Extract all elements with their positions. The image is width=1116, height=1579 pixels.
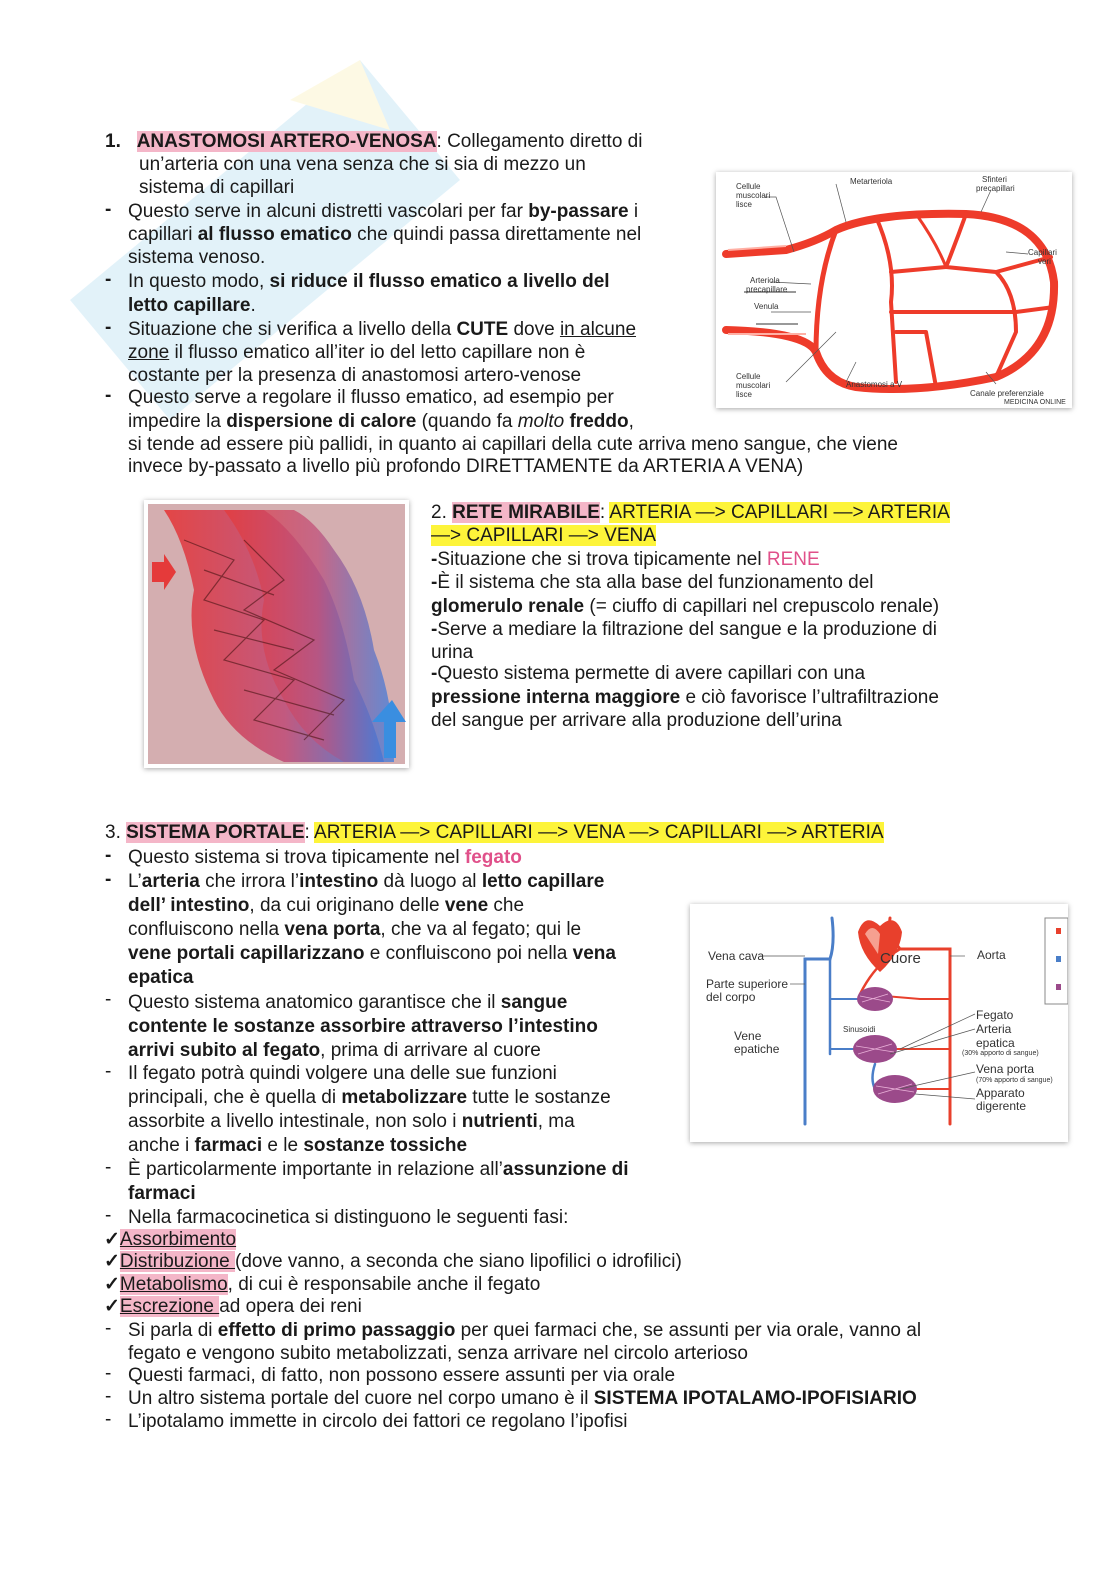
bullet-3-7: Si parla di effetto di primo passaggio per quei farmaci che, se assunti per via orale, vanno al	[128, 1320, 922, 1341]
bullet-3-4b: principali, che è quella di metabolizzare tutte le sostanze	[128, 1087, 611, 1108]
bullet-dash: -	[105, 869, 112, 890]
bullet-dash: -	[105, 269, 112, 290]
bullet-3-8: Questi farmaci, di fatto, non possono essere assunti per via orale	[128, 1365, 676, 1386]
check-item-3: ✓Metabolismo, di cui è responsabile anche il fegato	[104, 1274, 541, 1295]
text-line: un’arteria con una vena senza che si sia di mezzo un	[139, 154, 586, 175]
figure-label: Sinusoidi	[843, 1025, 876, 1034]
bullet-1-2: In questo modo, si riduce il flusso ematico a livello del	[128, 271, 610, 292]
check-icon: ✓	[104, 1296, 120, 1317]
bullet-3-2: L’arteria che irrora l’intestino dà luogo al letto capillare	[128, 871, 605, 892]
bullet-3-3: Questo sistema anatomico garantisce che il sangue	[128, 992, 568, 1013]
figure-label: Cuore	[880, 950, 921, 967]
text-line: Questo serve a regolare il flusso ematico, ad esempio per	[128, 387, 614, 408]
figure-label: epatiche	[734, 1042, 780, 1056]
figure-label: Sfinteri	[982, 175, 1007, 184]
section2-line-4: -Serve a mediare la filtrazione del sangue e la produzione di	[431, 619, 937, 640]
check-icon: ✓	[104, 1229, 120, 1250]
check-icon: ✓	[104, 1274, 120, 1295]
figure-label: muscolari	[736, 191, 771, 200]
bullet-dash: -	[105, 1061, 112, 1082]
section2-line-6: -Questo sistema permette di avere capillari con una	[431, 663, 866, 684]
text-line: fegato e vengono subito metabolizzati, senza arrivare nel circolo arterioso	[128, 1343, 748, 1364]
figure-label: epatica	[976, 1036, 1015, 1050]
bullet-3-3c: arrivi subito al fegato, prima di arrivare al cuore	[128, 1040, 541, 1061]
section2-heading: 2. RETE MIRABILE: ARTERIA —> CAPILLARI —> ARTERIA	[431, 502, 950, 523]
bullet-3-1: Questo sistema si trova tipicamente nel fegato	[128, 847, 522, 868]
bullet-3-4d: anche i farmaci e le sostanze tossiche	[128, 1135, 468, 1156]
figure-label: digerente	[976, 1099, 1027, 1113]
check-item-1: ✓Assorbimento	[104, 1229, 237, 1250]
bullet-1-2b: letto capillare.	[128, 295, 256, 316]
figure-label: Arteria	[976, 1022, 1012, 1036]
figure-label: Aorta	[977, 948, 1006, 962]
check-item-2: ✓Distribuzione (dove vanno, a seconda che siano lipofilici o idrofilici)	[104, 1251, 682, 1272]
section2-line-1: -Situazione che si trova tipicamente nel RENE	[431, 549, 820, 570]
bullet-1-3b: zone il flusso ematico all’iter io del letto capillare non è	[128, 342, 586, 363]
figure-label: MEDICINA ONLINE	[1004, 399, 1066, 406]
bullet-3-6: Nella farmacocinetica si distinguono le seguenti fasi:	[128, 1207, 569, 1228]
figure-label: (30% apporto di sangue)	[962, 1050, 1039, 1057]
section2-line-8: del sangue per arrivare alla produzione dell’urina	[431, 710, 842, 731]
section1-heading: 1. ANASTOMOSI ARTERO-VENOSA: Collegamento diretto di	[105, 131, 643, 152]
figure-label: veri	[1038, 257, 1051, 266]
bullet-3-2c: confluiscono nella vena porta, che va al fegato; qui le	[128, 919, 582, 940]
bullet-1-1: Questo serve in alcuni distretti vascolari per far by-passare i	[128, 201, 639, 222]
text-line: si tende ad essere più pallidi, in quanto ai capillari della cute arriva meno sangue, che viene	[128, 434, 898, 455]
rete-mirabile-illustration	[144, 500, 409, 768]
bullet-dash: -	[105, 989, 112, 1010]
figure-label: (70% apporto di sangue)	[976, 1077, 1053, 1084]
check-item-4: ✓Escrezione ad opera dei reni	[104, 1296, 362, 1317]
figure-label: Vena porta	[976, 1062, 1035, 1076]
figure-label: Canale preferenziale	[970, 389, 1044, 398]
figure-label: Anastomosi a V	[846, 380, 903, 389]
bullet-3-5b: farmaci	[128, 1183, 196, 1204]
section2-line-2: -È il sistema che sta alla base del funzionamento del	[431, 572, 874, 593]
figure-label: Vena cava	[708, 949, 765, 963]
portal-system-figure	[690, 904, 1068, 1142]
figure-label: Cellule	[736, 182, 761, 191]
bullet-3-2b: dell’ intestino, da cui originano delle vene che	[128, 895, 525, 916]
section2-flow-cont: —> CAPILLARI —> VENA	[431, 525, 656, 546]
section3-heading: 3. SISTEMA PORTALE: ARTERIA —> CAPILLARI —> VENA —> CAPILLARI —> ARTERIA	[105, 822, 884, 843]
bullet-3-2e: epatica	[128, 967, 194, 988]
bullet-dash: -	[105, 1318, 112, 1339]
figure-label: precapillari	[976, 184, 1015, 193]
bullet-3-4c: assorbite a livello intestinale, non solo i nutrienti, ma	[128, 1111, 575, 1132]
figure-label: del corpo	[706, 990, 756, 1004]
text-line: Il fegato potrà quindi volgere una delle sue funzioni	[128, 1063, 557, 1084]
text-line: sistema di capillari	[139, 177, 295, 198]
bullet-dash: -	[105, 317, 112, 338]
figure-label: Venula	[754, 302, 779, 311]
text-line: costante per la presenza di anastomosi artero-venose	[128, 365, 582, 386]
bullet-3-10: L’ipotalamo immette in circolo dei fattori ce regolano l’ipofisi	[128, 1411, 628, 1432]
bullet-1-4b: impedire la dispersione di calore (quando fa molto freddo,	[128, 411, 634, 432]
section2-line-5: urina	[431, 642, 474, 663]
rete-mirabile-figure	[144, 500, 409, 768]
bullet-dash: -	[105, 1205, 112, 1226]
figure-label: lisce	[736, 200, 753, 209]
check-icon: ✓	[104, 1251, 120, 1272]
figure-label: Arteriola	[750, 276, 780, 285]
bullet-dash: -	[105, 385, 112, 406]
bullet-dash: -	[105, 1157, 112, 1178]
section2-line-7: pressione interna maggiore e ciò favorisce l’ultrafiltrazione	[431, 687, 939, 708]
bullet-3-3b: contente le sostanze assorbire attraverso l’intestino	[128, 1016, 598, 1037]
figure-label: precapillare	[746, 285, 788, 294]
bullet-3-2d: vene portali capillarizzano e confluiscono poi nella vena	[128, 943, 616, 964]
text-line: invece by-passato a livello più profondo DIRETTAMENTE da ARTERIA A VENA)	[128, 456, 804, 477]
text-line: sistema venoso.	[128, 247, 266, 268]
figure-label: Apparato	[976, 1086, 1025, 1100]
bullet-3-5: È particolarmente importante in relazione all’assunzione di	[128, 1159, 629, 1180]
bullet-dash: -	[105, 199, 112, 220]
figure-label: lisce	[736, 390, 753, 399]
figure-label: Vene	[734, 1029, 762, 1043]
bullet-dash: -	[105, 1386, 112, 1407]
bullet-dash: -	[105, 1409, 112, 1430]
figure-label: muscolari	[736, 381, 771, 390]
bullet-1-3: Situazione che si verifica a livello della CUTE dove in alcune	[128, 319, 637, 340]
bullet-dash: -	[105, 845, 112, 866]
bullet-1-1b: capillari al flusso ematico che quindi passa direttamente nel	[128, 224, 642, 245]
figure-label: Capillari	[1028, 248, 1057, 257]
capillary-bed-figure	[716, 172, 1072, 408]
figure-label: Parte superiore	[706, 977, 789, 991]
section2-line-3: glomerulo renale (= ciuffo di capillari nel crepuscolo renale)	[431, 596, 940, 617]
figure-label: Metarteriola	[850, 177, 893, 186]
figure-label: Fegato	[976, 1008, 1014, 1022]
bullet-3-9: Un altro sistema portale del cuore nel corpo umano è il SISTEMA IPOTALAMO-IPOFISIARIO	[128, 1388, 917, 1409]
figure-label: Cellule	[736, 372, 761, 381]
bullet-dash: -	[105, 1363, 112, 1384]
